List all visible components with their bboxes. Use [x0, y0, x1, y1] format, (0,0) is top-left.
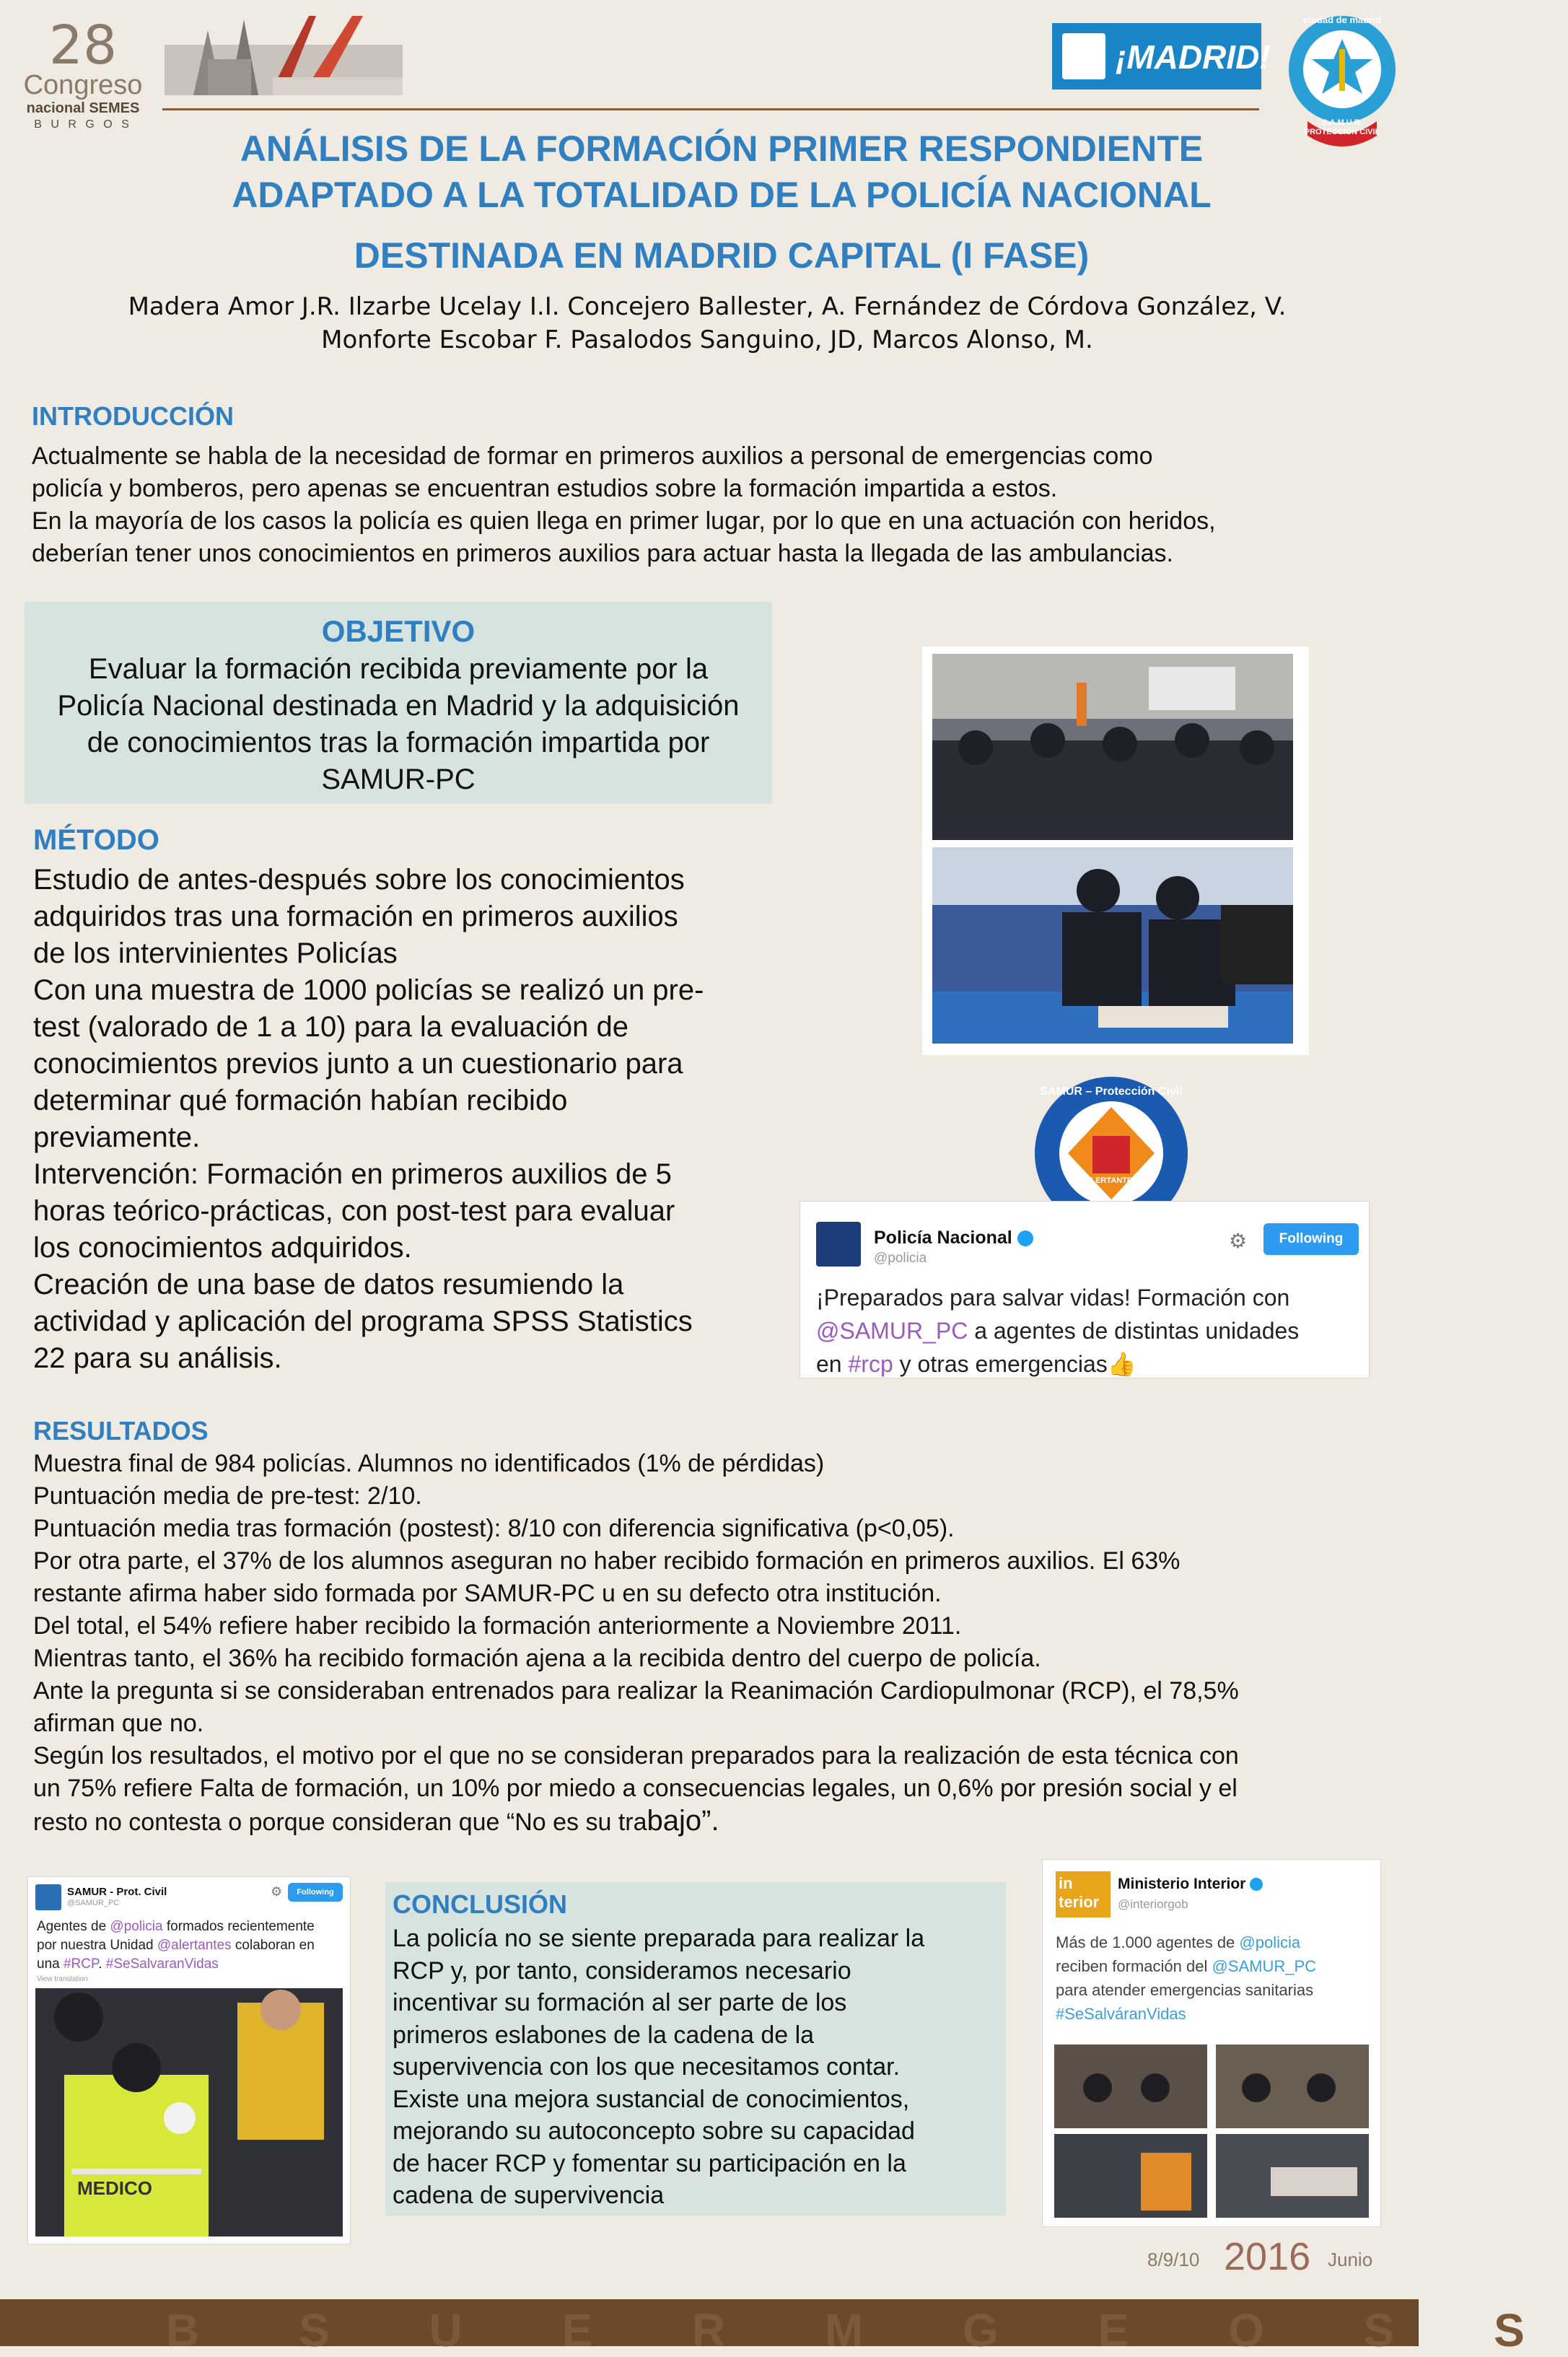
congress-city: B U R G O S [34, 118, 132, 131]
intro-line: policía y bomberos, pero apenas se encuentran estudios sobre la formación impartida a estos. [32, 475, 1058, 502]
mention-link[interactable]: @SAMUR_PC [1212, 1957, 1317, 1975]
metodo-line: Intervención: Formación en primeros auxilios de 5 [33, 1158, 672, 1190]
follow-button[interactable]: Following [288, 1883, 343, 1902]
resultados-line: afirman que no. [33, 1710, 204, 1737]
resultados-line: Según los resultados, el motivo por el que no se consideran preparados para la realización de esta técnica con [33, 1742, 1239, 1770]
footer-date [1147, 2234, 1414, 2278]
settings-icon[interactable]: ⚙ [1229, 1230, 1248, 1252]
tweet-samur [27, 1876, 351, 2244]
metodo-line: de los intervinientes Policías [33, 937, 398, 969]
badge-top-text: SAMUR – Protección Civil [1040, 1085, 1183, 1098]
metodo-text [33, 862, 776, 1377]
conclusion-line: RCP y, por tanto, consideramos necesario [393, 1956, 851, 1985]
metodo-line: Con una muestra de 1000 policías se realizó un pre- [33, 974, 704, 1006]
metodo-line: Creación de una base de datos resumiendo la [33, 1269, 624, 1300]
resultados-line: Muestra final de 984 policías. Alumnos no identificados (1% de pérdidas) [33, 1450, 825, 1477]
resultados-line: resto no contesta o porque consideran que “No es su trabajo”. [33, 1805, 719, 1837]
title-line-3: DESTINADA EN MADRID CAPITAL (I FASE) [354, 235, 1090, 276]
conclusion-heading: CONCLUSIÓN [393, 1889, 567, 1919]
objetivo-line: de conocimientos tras la formación impartida por [87, 727, 710, 758]
avatar [816, 1222, 861, 1267]
objetivo-text [25, 651, 772, 798]
metodo-line: actividad y aplicación del programa SPSS Statistics [33, 1306, 693, 1337]
authors-line-1: Madera Amor J.R. Ilzarbe Ucelay I.I. Concejero Ballester, A. Fernández de Córdova González, V. [128, 292, 1287, 321]
metodo-line: horas teórico-prácticas, con post-test para evaluar [33, 1195, 675, 1227]
congress-logo [14, 14, 152, 136]
training-photo-cpr [932, 847, 1293, 1044]
tweet-policia [800, 1201, 1370, 1378]
conclusion-line: cadena de supervivencia [393, 2182, 665, 2209]
resultados-line: Por otra parte, el 37% de los alumnos aseguran no haber recibido formación en primeros auxilios. El 63% [33, 1547, 1181, 1575]
training-photo-classroom [932, 654, 1293, 840]
resultados-heading: RESULTADOS [33, 1416, 209, 1446]
resultados-line: un 75% refiere Falta de formación, un 10% por miedo a consecuencias legales, un 0,6% por presión social y el [33, 1775, 1238, 1802]
resultados-line: Del total, el 54% refiere haber recibido la formación anteriormente a Noviembre 2011. [33, 1612, 962, 1640]
intro-text [32, 440, 1388, 570]
tweet-text: Agentes de @policia formados recientemente por nuestra Unidad @alertantes colaboran en una #RCP. #SeSalvaranVidas [37, 1919, 315, 1972]
conclusion-line: La policía no se siente preparada para realizar la [393, 1925, 925, 1952]
authors [87, 290, 1328, 357]
resultados-text [33, 1448, 1396, 1839]
resultados-line: restante afirma haber sido formada por SAMUR-PC u en su defecto otra institución. [33, 1580, 942, 1607]
tweet-author-name[interactable]: SAMUR - Prot. Civil [67, 1886, 167, 1898]
follow-button[interactable]: Following [1263, 1223, 1359, 1255]
conclusion-line: mejorando su autoconcepto sobre su capacidad [393, 2117, 915, 2145]
tweet-author-name[interactable]: Policía Nacional [874, 1228, 1012, 1248]
metodo-line: adquiridos tras una formación en primeros auxilios [33, 901, 678, 932]
objetivo-line: Evaluar la formación recibida previamente por la [88, 653, 709, 685]
hashtag-link[interactable]: #RCP [63, 1956, 99, 1972]
hashtag-link[interactable]: #rcp [848, 1351, 893, 1377]
resultados-line: Puntuación media tras formación (postest): 8/10 con diferencia significativa (p<0,05). [33, 1515, 955, 1542]
hashtag-link[interactable]: #SeSalvaranVidas [105, 1956, 219, 1972]
objetivo-heading: OBJETIVO [321, 614, 476, 648]
mention-link[interactable]: @SAMUR_PC [816, 1318, 968, 1344]
cathedral-image [165, 16, 403, 95]
objetivo-box [25, 602, 772, 804]
tweet-author-handle: @interiorgob [1118, 1897, 1188, 1911]
title-line-1: ANÁLISIS DE LA FORMACIÓN PRIMER RESPONDIENTE [240, 128, 1204, 169]
conclusion-line: de hacer RCP y fomentar su participación en la [393, 2149, 906, 2177]
tweet-author-handle: @policia [874, 1251, 927, 1266]
footer-band-text: B S U E R M G E O S S [166, 2304, 1568, 2356]
objetivo-line: SAMUR-PC [321, 764, 476, 795]
footer-band [0, 2299, 1568, 2356]
conclusion-line: incentivar su formación al ser parte de los [393, 1989, 847, 2016]
conclusion-line: Existe una mejora sustancial de conocimientos, [393, 2085, 910, 2113]
authors-line-2: Monforte Escobar F. Pasalodos Sanguino, JD, Marcos Alonso, M. [321, 325, 1093, 354]
header-rule [162, 108, 1259, 110]
interior-logo: in terior [1056, 1871, 1111, 1917]
metodo-line: previamente. [33, 1121, 201, 1153]
tweet-photo [35, 1988, 343, 2236]
metodo-line: test (valorado de 1 a 10) para la evaluación de [33, 1011, 628, 1043]
thumbs-up-icon: 👍 [1107, 1351, 1136, 1377]
samur-logo [1286, 13, 1398, 140]
footer-year: 2016 [1224, 2235, 1311, 2278]
intro-line: deberían tener unos conocimientos en primeros auxilios para actuar hasta la llegada de las ambulancias. [32, 540, 1173, 567]
intro-heading: INTRODUCCIÓN [32, 401, 234, 431]
conclusion-line: supervivencia con los que necesitamos contar. [393, 2053, 901, 2081]
resultados-line: Mientras tanto, el 36% ha recibido formación ajena a la recibida dentro del cuerpo de policía. [33, 1645, 1041, 1672]
vest-label: MEDICO [77, 2177, 152, 2199]
verified-icon [1017, 1230, 1033, 1246]
metodo-line: 22 para su análisis. [33, 1342, 282, 1374]
metodo-line: Estudio de antes-después sobre los conocimientos [33, 864, 685, 896]
madrid-logo-text: ¡MADRID! [1116, 38, 1271, 76]
hashtag-link[interactable]: #SeSalváranVidas [1056, 2005, 1186, 2023]
congress-sub: nacional SEMES [26, 100, 140, 116]
resultados-line: Puntuación media de pre-test: 2/10. [33, 1482, 422, 1510]
avatar [35, 1884, 61, 1910]
metodo-heading: MÉTODO [33, 824, 159, 856]
samur-logo-bottom: S.A.M.U.R. PROTECCIÓN CIVIL [1304, 118, 1380, 136]
objetivo-line: Policía Nacional destinada en Madrid y la adquisición [57, 690, 740, 722]
mention-link[interactable]: @policia [110, 1919, 163, 1934]
conclusion-line: primeros eslabones de la cadena de la [393, 2021, 815, 2049]
title-line-2: ADAPTADO A LA TOTALIDAD DE LA POLICÍA NACIONAL [232, 175, 1212, 215]
tweet-author-handle: @SAMUR_PC [67, 1899, 120, 1907]
mention-link[interactable]: @alertantes [157, 1938, 232, 1953]
conclusion-box [385, 1882, 1006, 2216]
footer-days: 8/9/10 [1147, 2249, 1200, 2270]
resultados-line: Ante la pregunta si se consideraban entrenados para realizar la Reanimación Cardiopulmonar (RCP), el 78,5% [33, 1677, 1239, 1705]
footer-month: Junio [1328, 2249, 1373, 2270]
congress-number: 28 [48, 14, 118, 76]
tweet-author-name[interactable]: Ministerio Interior [1118, 1876, 1246, 1892]
intro-line: Actualmente se habla de la necesidad de formar en primeros auxilios a personal de emergencias como [32, 442, 1153, 470]
tweet-text: Más de 1.000 agentes de @policia reciben formación del @SAMUR_PC para atender emergencias sanitarias #SeSalváranVidas [1056, 1930, 1373, 2026]
verified-icon [1250, 1878, 1263, 1891]
tweet-interior [1042, 1859, 1381, 2227]
congress-word: Congreso [23, 70, 143, 100]
intro-line: En la mayoría de los casos la policía es quien llega en primer lugar, por lo que en una actuación con heridos, [32, 507, 1216, 535]
poster-title [130, 126, 1313, 279]
metodo-line: los conocimientos adquiridos. [33, 1232, 412, 1264]
metodo-line: determinar qué formación habían recibido [33, 1085, 568, 1116]
badge-mid-text: ALERTANTES [1085, 1176, 1138, 1185]
tweet-text: ¡Preparados para salvar vidas! Formación con @SAMUR_PC a agentes de distintas unidades en #rcp y otras emergencias👍 [816, 1285, 1300, 1377]
metodo-line: conocimientos previos junto a un cuestionario para [33, 1048, 683, 1080]
mention-link[interactable]: @policia [1239, 1933, 1301, 1951]
madrid-logo [1052, 23, 1271, 89]
tweet-photo-grid [1054, 2045, 1369, 2218]
settings-icon[interactable]: ⚙ [271, 1884, 283, 1899]
conclusion-text [393, 1923, 999, 2212]
training-photos [922, 647, 1309, 1055]
view-translation-link[interactable]: View translation [37, 1975, 88, 1983]
samur-logo-top: ciudad de madrid [1303, 14, 1381, 25]
